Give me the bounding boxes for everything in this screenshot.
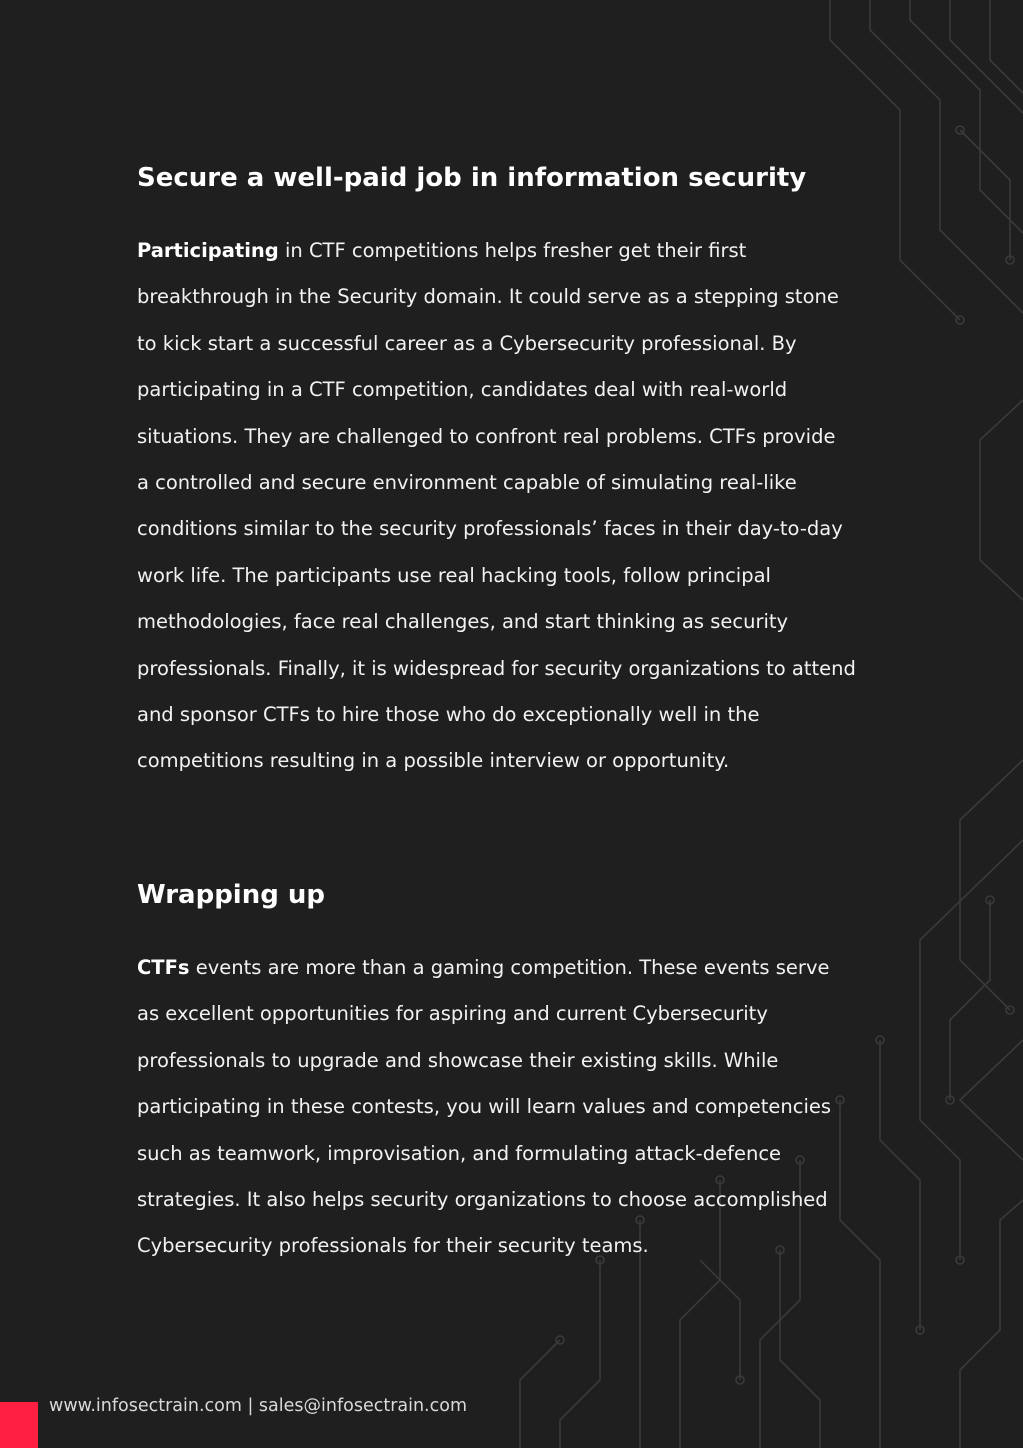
paragraph-line: work life. The participants use real hacking tools, follow principal [137,563,771,587]
paragraph-line: Participating in CTF competitions helps fresher get their first [137,239,747,262]
paragraph-line: strategies. It also helps security organizations to choose accomplished [137,1188,828,1212]
paragraph-line: situations. They are challenged to confront real problems. CTFs provide [137,424,836,448]
paragraph-line: as excellent opportunities for aspiring and current Cybersecurity [137,1002,768,1026]
section-paragraph-wrapping-up [137,945,897,1270]
lead-word: CTFs [137,956,190,979]
paragraph-line: competitions resulting in a possible interview or opportunity. [137,749,730,773]
paragraph-line: Cybersecurity professionals for their security teams. [137,1234,649,1258]
footer-accent-bar [0,1402,38,1448]
paragraph-line: professionals. Finally, it is widespread for security organizations to attend [137,656,856,680]
paragraph-line: and sponsor CTFs to hire those who do exceptionally well in the [137,703,760,727]
paragraph-line: breakthrough in the Security domain. It could serve as a stepping stone [137,285,839,309]
paragraph-line: conditions similar to the security professionals’ faces in their day-to-day [137,517,843,541]
paragraph-line: participating in a CTF competition, candidates deal with real-world [137,378,788,402]
paragraph-line: participating in these contests, you will learn values and competencies [137,1095,832,1119]
paragraph-line: such as teamwork, improvisation, and formulating attack-defence [137,1141,782,1165]
section-title-wrapping-up: Wrapping up [137,880,326,910]
paragraph-line: professionals to upgrade and showcase their existing skills. While [137,1048,779,1072]
paragraph-line: methodologies, face real challenges, and start thinking as security [137,610,789,634]
paragraph-line: a controlled and secure environment capable of simulating real-like [137,471,797,495]
section-paragraph-secure-job [137,228,897,785]
paragraph-line: to kick start a successful career as a Cybersecurity professional. By [137,331,797,355]
section-title-secure-job: Secure a well-paid job in information security [137,163,807,193]
lead-word: Participating [137,239,279,262]
footer-contact[interactable]: www.infosectrain.com | sales@infosectrain.com [49,1396,468,1416]
paragraph-line: CTFs events are more than a gaming competition. These events serve [137,956,830,979]
